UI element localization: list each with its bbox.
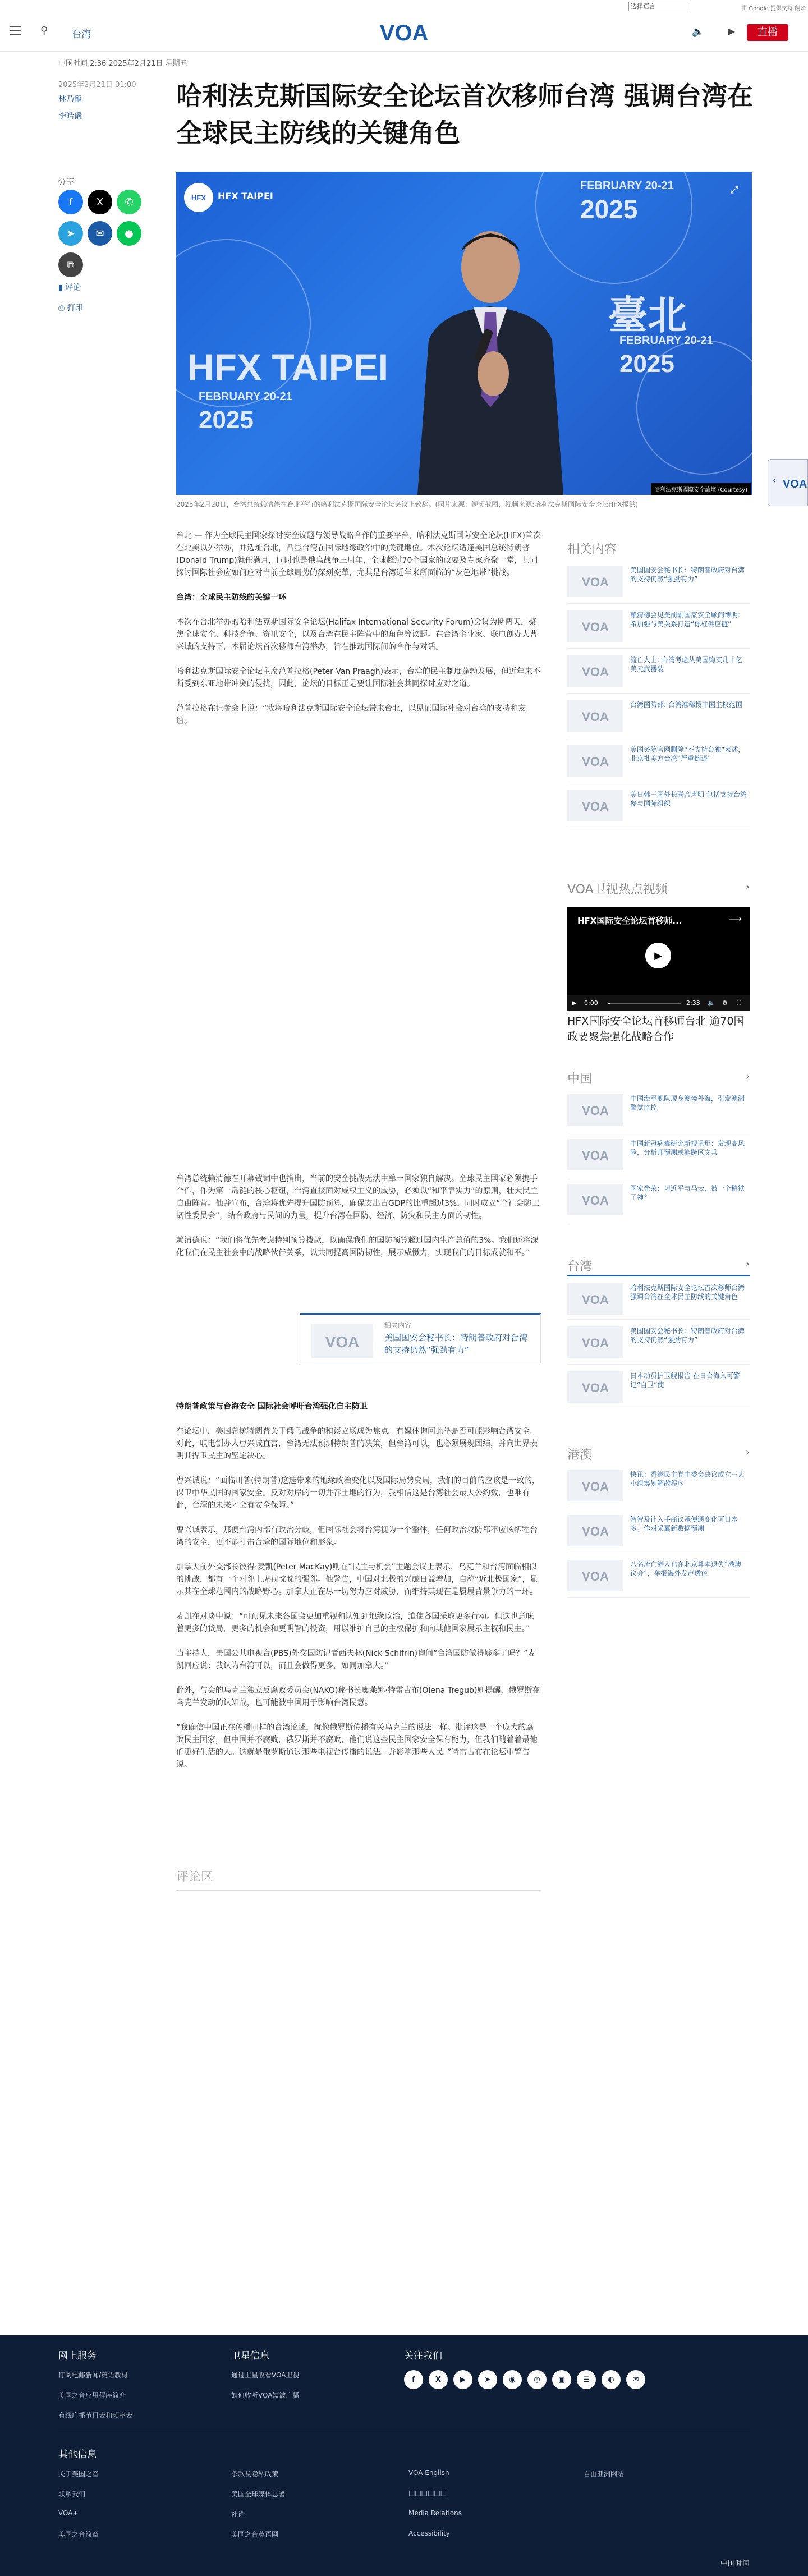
svg-text:VOA: VOA: [582, 620, 609, 633]
sidebar-china-heading: [567, 1069, 750, 1087]
thumbnail: [567, 1283, 623, 1315]
article-body-1: [176, 530, 541, 740]
footer-link[interactable]: 关于美国之音: [58, 2470, 99, 2478]
site-footer: [0, 2335, 808, 2576]
sidebar-related-heading: [567, 540, 750, 557]
speaker-figure: [395, 211, 580, 495]
thumbnail: [567, 1560, 623, 1591]
list-item[interactable]: [567, 1508, 750, 1553]
paragraph: 台湾总统赖清德在开幕致词中也指出，当前的安全挑战无法由单一国家独自解决。全球民主国家必须携手合作，作为第一岛链的核心枢纽，台湾直接面对威权主义的威胁，必须以“和平靠实力”的原则，壮大民主自由阵营。他并宣布，台湾将优先提升国防预算，确保支出占GDP的比重超过3%，同时成立“全社会防卫韧性委员会”，结合政府与民间的力量，提升台湾在国防、经济、防灾和民主方面的韧性。: [176, 1174, 540, 1220]
section-heading: 台湾：全球民主防线的关键一环: [176, 593, 286, 602]
search-icon[interactable]: ⚲: [40, 25, 48, 36]
item-title[interactable]: 八名流亡港人也在北京尊率退失“港澳议会”，举报海外发声透径: [630, 1560, 742, 1577]
footer-link[interactable]: 联系我们: [58, 2490, 86, 2498]
thumbnail: [567, 745, 623, 777]
chevron-right-icon[interactable]: ›: [745, 881, 750, 893]
footer-link[interactable]: VOA+: [58, 2509, 79, 2517]
comment-icon: ▮: [58, 283, 66, 292]
related-title[interactable]: 美国国安会秘书长：特朗普政府对台湾的支持仍然“强劲有力”: [384, 1333, 528, 1355]
current-time: 0:00: [584, 999, 598, 1007]
paragraph: 当主持人，美国公共电视台(PBS)外交国防记者西夫林(Nick Schifrin)询问“台湾国防做得够多了吗？”麦凯回应说：我认为台湾可以，而且会做得更多，如同加拿大。”: [176, 1649, 536, 1670]
svg-text:VOA: VOA: [783, 478, 807, 490]
print-icon: ⎙: [58, 304, 67, 313]
list-item[interactable]: [567, 783, 750, 828]
list-item[interactable]: [567, 1275, 750, 1320]
video-controls: [567, 995, 750, 1011]
thumbnail: [567, 1184, 623, 1215]
paragraph: 范普拉格在记者会上说：“我将哈利法克斯国际安全论坛带来台北，以见证国际社会对台湾的支持和友谊。: [176, 704, 526, 725]
live-button[interactable]: 直播: [747, 24, 788, 41]
hero-date-text: FEBRUARY 20-21: [580, 180, 674, 192]
chevron-right-icon[interactable]: ›: [745, 1447, 750, 1458]
svg-text:VOA: VOA: [582, 755, 609, 768]
podcast-app-icon[interactable]: ◐: [602, 2370, 621, 2389]
footer-heading: 网上服务: [58, 2350, 97, 2362]
heading-text: VOA卫视热点视频: [567, 883, 668, 897]
item-title[interactable]: 台湾国防部: 台湾准稀拨中国主权范围: [630, 701, 742, 709]
logo-text: VOA: [379, 21, 429, 45]
app-icon[interactable]: ▣: [552, 2370, 571, 2389]
related-thumbnail: [311, 1324, 373, 1358]
progress-bar[interactable]: [608, 1003, 681, 1004]
thumbnail: [567, 1371, 623, 1403]
heading-text: 港澳: [567, 1448, 593, 1462]
list-item[interactable]: [567, 1177, 750, 1222]
rss-icon[interactable]: ☰: [577, 2370, 596, 2389]
item-title[interactable]: 流亡人士: 台湾考虑从美国购买几十亿美元武器装: [630, 656, 742, 673]
hero-city-text: 臺北: [608, 293, 687, 337]
footer-heading: 其他信息: [58, 2449, 97, 2460]
audio-icon[interactable]: 🔈: [691, 26, 704, 38]
sidebar-video-heading: [567, 880, 750, 897]
footer-link[interactable]: 订阅电邮新闻/英语教材: [58, 2371, 128, 2379]
telegram-icon[interactable]: ➤: [58, 221, 83, 246]
item-title[interactable]: 美国国安会秘书长：特朗普政府对台湾的支持仍然“强劲有力”: [630, 1327, 745, 1344]
hero-event-label: HFX TAIPEI: [218, 191, 273, 201]
list-item[interactable]: [567, 604, 750, 649]
chevron-left-icon[interactable]: ‹: [773, 476, 776, 485]
voa-logo: [783, 476, 807, 490]
svg-text:VOA: VOA: [582, 575, 609, 588]
share-buttons: [58, 190, 148, 284]
duration: 2:33: [686, 999, 700, 1007]
x-icon[interactable]: X: [88, 190, 112, 214]
svg-text:VOA: VOA: [582, 1480, 609, 1493]
whatsapp-icon[interactable]: ✆: [117, 190, 141, 214]
instagram-icon[interactable]: ◉: [503, 2370, 522, 2389]
chevron-right-icon[interactable]: ›: [745, 1071, 750, 1082]
svg-text:VOA: VOA: [582, 1193, 609, 1206]
footer-link[interactable]: 美国全球媒体总署: [231, 2490, 286, 2498]
list-item[interactable]: [567, 1087, 750, 1132]
top-strip: [0, 0, 808, 13]
item-title[interactable]: 中国新冠病毒研究新视讯形：发现高风险，分析师预测或能跨区文兵: [630, 1140, 745, 1156]
fullscreen-icon[interactable]: ⛶: [737, 999, 741, 1007]
publish-date: 2025年2月21日 01:00: [58, 81, 136, 89]
chevron-right-icon[interactable]: ›: [745, 1258, 750, 1270]
svg-text:VOA: VOA: [582, 1569, 609, 1582]
heading-text: 相关内容: [567, 543, 617, 557]
list-item[interactable]: [567, 1320, 750, 1365]
section-link-taiwan[interactable]: 台湾: [72, 29, 91, 40]
thumbnail: [567, 1326, 623, 1358]
svg-text:VOA: VOA: [582, 800, 609, 812]
paragraph: 在论坛中，美国总统特朗普关于俄乌战争的和谈立场成为焦点。有媒体询问此举是否可能影响台湾安全。对此，联电创办人曹兴诚直言，台湾无法预测特朗普的决策，但台湾可以，也必须展现团结，并向世界表明其捍卫民主的坚定决心。: [176, 1427, 538, 1461]
footer-link[interactable]: 美国之音应用程序简介: [58, 2391, 126, 2399]
floating-side-tab[interactable]: [768, 459, 808, 506]
email-icon[interactable]: ✉: [88, 221, 112, 246]
section-heading: 特朗普政策与台海安全 国际社会呼吁台湾强化自主防卫: [176, 1402, 368, 1411]
video-player[interactable]: [567, 907, 750, 1011]
paragraph: 此外，与会的乌克兰独立反腐败委员会(NAKO)秘书长奥莱娜·特雷古布(Olena Tregub)则提醒，俄罗斯在乌克兰发动的认知战，也可能被中国用于影响台湾民意。: [176, 1686, 540, 1707]
thumbnail: [567, 1470, 623, 1501]
footer-link[interactable]: 自由亚洲网站: [584, 2470, 625, 2478]
footer-link[interactable]: 条款及隐私政策: [231, 2470, 279, 2478]
sidebar-taiwan-list: [567, 1275, 750, 1409]
item-title[interactable]: 国家光荣：习近平与马云，被一个精铁了神？: [630, 1184, 745, 1201]
footer-brand: 中国时间: [720, 2560, 750, 2568]
author-link[interactable]: 林乃龍: [58, 95, 82, 104]
sidebar-china-list: [567, 1087, 750, 1222]
list-item[interactable]: [567, 738, 750, 783]
facebook-icon[interactable]: f: [58, 190, 83, 214]
footer-link[interactable]: Accessibility: [408, 2529, 450, 2537]
svg-text:VOA: VOA: [582, 1149, 609, 1161]
related-label: 相关内容: [384, 1321, 412, 1329]
list-item[interactable]: [567, 1132, 750, 1177]
svg-text:VOA: VOA: [582, 1525, 609, 1537]
language-select[interactable]: 选择语言: [628, 2, 690, 11]
article-body-2: [176, 1173, 541, 1271]
paragraph: “我确信中国正在传播同样的台湾论述，就像俄罗斯传播有关乌克兰的说法一样。批评这是一个庞大的腐败民主国家，但中国并不腐败，俄罗斯并不腐败，他们说这些民主国家安全保有能力，但我们随着着最他们更好生活的人。这就是俄罗斯通过那些电视台传播的说法。并影响那些人民。”特雷古布在论坛中警告说。: [176, 1723, 538, 1769]
item-title[interactable]: 美日韩三国外长联合声明 包括支持台湾参与国际组织: [630, 791, 747, 807]
hero-event-text: HFX TAIPEI: [187, 346, 389, 388]
article-body-3: [176, 1401, 541, 1783]
list-item[interactable]: [567, 1365, 750, 1409]
share-label: 分享: [58, 178, 74, 187]
svg-text:VOA: VOA: [582, 665, 609, 678]
thumbnail: [567, 790, 623, 821]
sidebar-hk-heading: [567, 1445, 750, 1463]
voa-logo: [323, 1333, 362, 1349]
item-title[interactable]: 美国务院官网删除“不支持台独”表述，北京批美方台湾“严重倒退”: [630, 746, 745, 763]
list-item[interactable]: [567, 694, 750, 738]
telegram-icon[interactable]: ➤: [478, 2370, 497, 2389]
svg-text:VOA: VOA: [582, 1293, 609, 1306]
play-icon[interactable]: ▶: [572, 999, 577, 1007]
video-title: HFX国际安全论坛首移师...: [577, 916, 682, 926]
author-link[interactable]: 李皓儀: [58, 112, 82, 121]
sidebar-hk-list: [567, 1463, 750, 1598]
site-header: [0, 13, 808, 52]
footer-link[interactable]: 美国之音简章: [58, 2531, 99, 2538]
thumbnail: [567, 566, 623, 597]
thumbnail: [567, 610, 623, 642]
facebook-icon[interactable]: f: [404, 2370, 423, 2389]
svg-text:VOA: VOA: [582, 1336, 609, 1349]
heading-text: 中国: [567, 1072, 593, 1086]
paragraph: 曹兴诚说：“面临川普(特朗普)这选带来的地缘政治变化以及国际局势变局，我们的目前的应该是一致的，保卫中华民国的国家安全。反对对岸的一切并吞土地的行为，我相信这是台湾社会最大公约数，也唯有此，台湾的未来才会有安全保障。”: [176, 1476, 540, 1510]
thumbnail: [567, 700, 623, 732]
item-title[interactable]: 智智及让入手商议承便通变化可日本多。作对采翼新数据预测: [630, 1516, 738, 1532]
thumbnail: [567, 1515, 623, 1546]
footer-link[interactable]: Media Relations: [408, 2509, 462, 2517]
list-item[interactable]: [567, 1463, 750, 1508]
paragraph: 曹兴诚表示，那便台湾内部有政治分歧，但国际社会将台湾视为一个整体，任何政治攻防都不应该牺牲台湾的安全，更不能打击台湾的国际地位和形象。: [176, 1526, 538, 1547]
footer-heading: 关注我们: [404, 2350, 442, 2362]
svg-text:VOA: VOA: [582, 710, 609, 723]
thumbnail: [567, 1139, 623, 1170]
list-item[interactable]: [567, 649, 750, 694]
email-icon[interactable]: ✉: [626, 2370, 645, 2389]
footer-heading: 卫星信息: [231, 2350, 269, 2362]
paragraph: 加拿大前外交部长彼得·麦凯(Peter MacKay)则在“民主与机会”主题会议上表示，乌克兰和台湾面临相似的挑战，都有一个对邻土虎视眈眈的强邻。他警告，中国对北极的兴趣日益增加，自称“近北极国家”，显示其在全球范围内的战略野心。加拿大正在尽一切努力应对威胁，而维持其现在是履展背景争力的一环。: [176, 1563, 538, 1596]
paragraph: 麦凯在对谈中说：“可预见未来各国会更加重视和认知到地缘政治，迫使各国采取更多行动。但这也意味着更多的货局，更多的机会和更明智的投资，用以维护自己的主权保护和向其他国家展示主权和民主。”: [176, 1612, 534, 1633]
comments-heading: 评论区: [176, 1867, 541, 1891]
item-title[interactable]: 赖清德会见美前副国家安全顾问博明: 希加强与美关系打造“你杠供应链”: [630, 611, 741, 628]
svg-text:VOA: VOA: [582, 1381, 609, 1394]
line-icon[interactable]: ●: [117, 221, 141, 246]
video-icon[interactable]: ▶: [728, 26, 735, 36]
hero-date-text: FEBRUARY 20-21: [619, 334, 713, 347]
comments-link[interactable]: [58, 282, 81, 293]
footer-link[interactable]: 如何收听VOA短波广播: [231, 2391, 300, 2399]
footer-link[interactable]: 美国之音英语网: [231, 2531, 279, 2538]
item-title[interactable]: 日本动员护卫舰报告 在日台海入可警记“自卫”使: [630, 1372, 740, 1389]
paragraph: 本次在台北举办的哈利法克斯国际安全论坛(Halifax International Security Forum)会议为期两天，聚焦全球安全、科技竞争、资讯安全，以及台湾在民主阵营中的角色等议题。在台湾企业家、联电创办人曹兴诚的支持下，本届论坛首次移师台湾举办，旨在推动国际间的合作与对话。: [176, 618, 538, 651]
hero-image[interactable]: [176, 172, 752, 495]
copy-link-icon[interactable]: ⧉: [58, 252, 83, 277]
heading-text: 台湾: [567, 1260, 593, 1274]
hero-year-text: 2025: [619, 350, 674, 378]
article-headline: 哈利法克斯国际安全论坛首次移师台湾 强调台湾在全球民主防线的关键角色: [176, 81, 754, 148]
comments-link-label: 评论: [65, 283, 81, 292]
image-caption: 2025年2月20日，台湾总统赖清德在台北举行的哈利法克斯国际安全论坛会议上致辞。(照片来源：视频截图，视频来源:哈利法克斯国际安全论坛HFX提供): [176, 500, 639, 508]
dateline: 中国时间 2:36 2025年2月21日 星期五: [58, 59, 187, 68]
menu-icon[interactable]: [10, 26, 21, 35]
inline-related-card[interactable]: [300, 1313, 541, 1363]
x-icon[interactable]: X: [429, 2370, 448, 2389]
item-title[interactable]: 快讯：香港民主党中委会决议成立三人小组筹划解散程序: [630, 1471, 745, 1487]
sidebar-related-list: [567, 559, 750, 828]
paragraph: 赖清德说：“我们将优先考虑特别预算拨款，以确保我们的国防预算超过国内生产总值的3%。我们还将深化我们在民主社会中的战略伙伴关系，以共同提高国防韧性，展示威慑力，实现我们的目标成就和平。”: [176, 1236, 539, 1257]
paragraph: 哈利法克斯国际安全论坛主席范普拉格(Peter Van Praagh)表示，台湾的民主制度蓬勃发展，但近年来不断受到东亚地带冲突的侵扰，因此，论坛的目标正是要让国际社会共同探讨应对之道。: [176, 667, 541, 688]
footer-link[interactable]: 社论: [231, 2510, 245, 2518]
list-item[interactable]: [567, 559, 750, 604]
thumbnail: [567, 1094, 623, 1126]
expand-icon[interactable]: ⤢: [730, 184, 739, 196]
video-caption[interactable]: HFX国际安全论坛首移师台北 逾70国政要聚焦强化战略合作: [567, 1015, 745, 1043]
share-icon[interactable]: ⟶: [729, 913, 742, 924]
item-title[interactable]: 哈利法克斯国际安全论坛首次移师台湾 强调台湾在全球民主防线的关键角色: [630, 1284, 745, 1301]
hero-year-text: 2025: [199, 406, 254, 434]
item-title[interactable]: 美国国安会秘书长：特朗普政府对台湾的支持仍然“强劲有力”: [630, 566, 745, 583]
svg-text:VOA: VOA: [582, 1104, 609, 1117]
footer-link[interactable]: □□□□□□: [408, 2489, 447, 2497]
paragraph: 台北 — 作为全球民主国家探讨安全议题与领导战略合作的重要平台，哈利法克斯国际安全论坛(HFX)首次在北美以外举办，并选址台北，凸显台湾在国际地缘政治中的关键地位。本次论坛适逢美国总统特朗普(Donald Trump)就任满月，同时也是俄乌战争三周年，全球超过70个国家的政要及专家齐聚一堂，共同探讨国际社会应如何应对当前全球局势的深刻变革，尤其是台湾近年来所面临的“灰色地带”挑战。: [176, 531, 541, 577]
item-title[interactable]: 中国海军舰队现身澳境外海，引发澳洲警觉监控: [630, 1095, 745, 1112]
hero-year-text: 2025: [580, 195, 638, 224]
powered-by: 由 Google 提供支持 翻译: [741, 6, 806, 12]
settings-icon[interactable]: ⚙: [722, 999, 728, 1007]
footer-link[interactable]: 有线广播节目表和频率表: [58, 2412, 133, 2419]
image-credit: 哈利法克斯國際安全論壇 (Courtesy): [651, 483, 751, 495]
play-icon[interactable]: ▶: [645, 943, 671, 968]
thumbnail: [567, 655, 623, 687]
svg-text:VOA: VOA: [325, 1333, 360, 1349]
youtube-icon[interactable]: ▶: [453, 2370, 472, 2389]
podcast-icon[interactable]: ◎: [527, 2370, 547, 2389]
sidebar-taiwan-heading: [567, 1257, 750, 1274]
hero-date-text: FEBRUARY 20-21: [199, 391, 292, 403]
voa-logo[interactable]: [376, 20, 432, 45]
volume-icon[interactable]: 🔈: [708, 999, 715, 1007]
hfx-logo: HFX: [184, 183, 213, 212]
footer-link[interactable]: VOA English: [408, 2469, 449, 2477]
print-link-label: 打印: [67, 304, 83, 313]
print-link[interactable]: [58, 302, 83, 313]
list-item[interactable]: [567, 1553, 750, 1598]
footer-link[interactable]: 通过卫星收看VOA卫视: [231, 2371, 300, 2379]
